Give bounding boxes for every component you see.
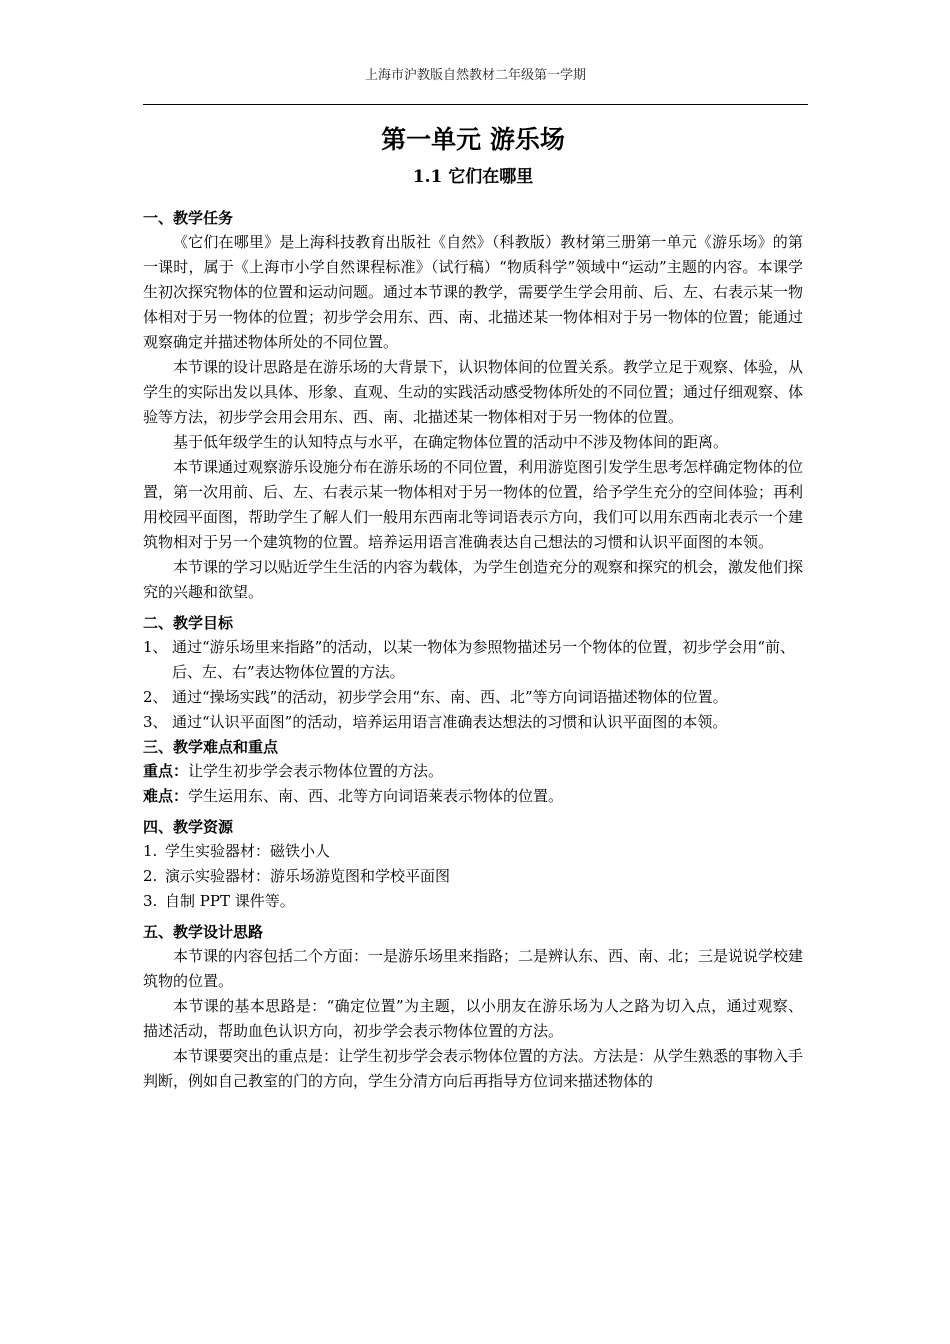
difficult-point-text: 学生运用东、南、西、北等方向词语莱表示物体的位置。 <box>188 787 564 805</box>
key-point-text: 让学生初步学会表示物体位置的方法。 <box>188 762 444 780</box>
list-number: 1、 <box>143 638 168 656</box>
list-text: 通过“操场实践”的活动，初步学会用“东、南、西、北”等方向词语描述物体的位置。 <box>172 688 728 706</box>
list-text: 自制 PPT 课件等。 <box>165 892 295 910</box>
list-text: 通过“游乐场里来指路”的活动，以某一物体为参照物描述另一个物体的位置，初步学会用“前、后、左、右”表达物体位置的方法。 <box>172 638 796 681</box>
difficult-point-label: 难点： <box>143 787 189 805</box>
list-number: 3、 <box>143 713 168 731</box>
section-teaching-goals <box>143 611 803 735</box>
list-number: 3. <box>143 892 158 910</box>
key-point-label: 重点： <box>143 762 189 780</box>
header-divider <box>143 104 808 105</box>
section-heading: 一、教学任务 <box>143 209 234 227</box>
paragraph: 本节课的学习以贴近学生生活的内容为载体，为学生创造充分的观察和探究的机会，激发他们探究的兴趣和欲望。 <box>143 558 804 601</box>
key-point <box>143 759 803 784</box>
section-heading: 五、教学设计思路 <box>143 923 264 941</box>
document-title: 第一单元 游乐场 <box>381 125 565 154</box>
section-heading: 二、教学目标 <box>143 614 234 632</box>
section-heading: 三、教学难点和重点 <box>143 738 279 756</box>
section-teaching-tasks <box>143 206 803 605</box>
page-header: 上海市沪教版自然教材二年级第一学期 <box>364 68 586 83</box>
list-number: 2、 <box>143 688 168 706</box>
list-item <box>143 839 803 864</box>
lesson-title: 1.1 它们在哪里 <box>412 167 534 187</box>
list-item <box>143 864 803 889</box>
list-item <box>143 685 803 710</box>
list-item <box>143 710 803 735</box>
paragraph: 《它们在哪里》是上海科技教育出版社《自然》（科教版）教材第三册第一单元《游乐场》的第一课时，属于《上海市小学自然课程标准》（试行稿）“物质科学”领域中“运动”主题的内容。本课学生初次探究物体的位置和运动问题。通过本节课的教学，需要学生学会用前、后、左、右表示某一物体相对于另一物体的位置；初步学会用东、西、南、北描述某一物体相对于另一物体的位置；能通过观察确定并描述物体所处的不同位置。 <box>143 233 804 351</box>
list-number: 2. <box>143 867 158 885</box>
paragraph: 本节课的内容包括二个方面：一是游乐场里来指路；二是辨认东、西、南、北；三是说说学校建筑物的位置。 <box>143 947 804 990</box>
paragraph: 本节课要突出的重点是：让学生初步学会表示物体位置的方法。方法是：从学生熟悉的事物入手判断，例如自己教室的门的方向，学生分清方向后再指导方位词来描述物体的 <box>143 1047 804 1090</box>
document-body <box>143 120 803 1094</box>
list-text: 通过“认识平面图”的活动，培养运用语言准确表达想法的习惯和认识平面图的本领。 <box>172 713 728 731</box>
list-text: 学生实验器材：磁铁小人 <box>165 842 331 860</box>
difficult-point <box>143 784 803 809</box>
list-number: 1. <box>143 842 158 860</box>
list-text: 演示实验器材：游乐场游览图和学校平面图 <box>165 867 451 885</box>
list-item <box>143 635 803 685</box>
paragraph: 本节课的设计思路是在游乐场的大背景下，认识物体间的位置关系。教学立足于观察、体验，从学生的实际出发以具体、形象、直观、生动的实践活动感受物体所处的不同位置；通过仔细观察、体验等方法，初步学会用会用东、西、南、北描述某一物体相对于另一物体的位置。 <box>143 358 804 426</box>
paragraph: 本节课通过观察游乐设施分布在游乐场的不同位置，利用游览图引发学生思考怎样确定物体的位置，第一次用前、后、左、右表示某一物体相对于另一物体的位置，给予学生充分的空间体验；再利用校园平面图，帮助学生了解人们一般用东西南北等词语表示方向，我们可以用东西南北表示一个建筑物相对于另一个建筑物的位置。培养运用语言准确表达自己想法的习惯和认识平面图的本领。 <box>143 458 804 551</box>
section-design-thinking <box>143 920 803 1094</box>
section-heading: 四、教学资源 <box>143 818 234 836</box>
list-item <box>143 889 803 914</box>
section-teaching-resources <box>143 815 803 914</box>
section-key-and-difficult-points <box>143 735 803 809</box>
paragraph: 基于低年级学生的认知特点与水平，在确定物体位置的活动中不涉及物体间的距离。 <box>173 433 729 451</box>
paragraph: 本节课的基本思路是：“确定位置”为主题，以小朋友在游乐场为人之路为切入点，通过观察、描述活动，帮助血色认识方向，初步学会表示物体位置的方法。 <box>143 997 803 1040</box>
